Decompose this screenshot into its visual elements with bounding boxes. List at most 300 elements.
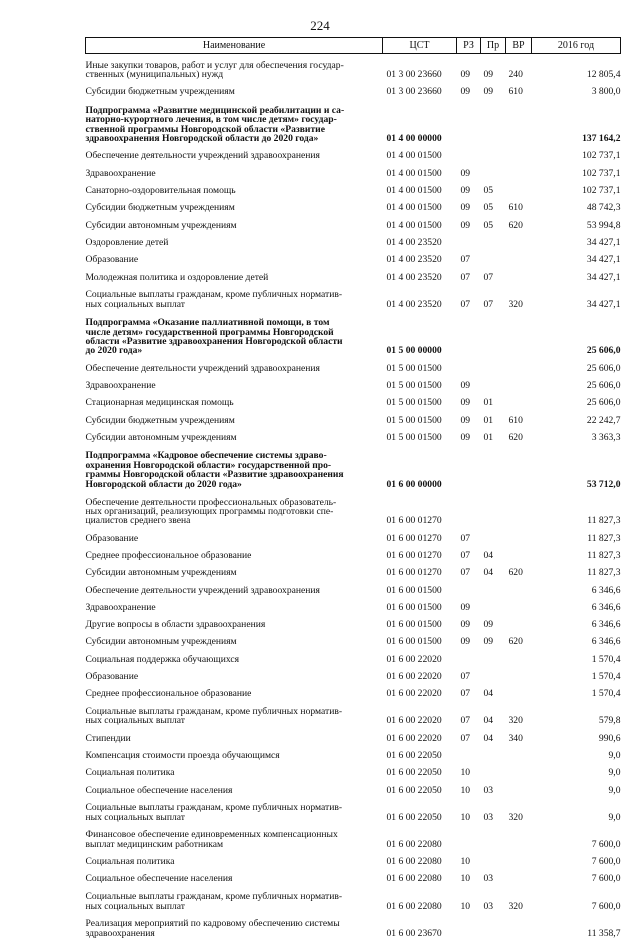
row-rz: 10 [460, 900, 471, 912]
row-name [86, 648, 383, 665]
table-row [86, 311, 621, 358]
table-row [86, 490, 621, 527]
row-sum: 11 827,3 [587, 549, 621, 561]
row-rz: 09 [460, 69, 471, 81]
row-pr: 03 [483, 811, 494, 823]
row-rz: 10 [460, 784, 471, 796]
row-name-line: здравоохранения [85, 927, 155, 939]
row-vr: 610 [508, 86, 523, 98]
table-row [86, 797, 621, 824]
row-vr [506, 527, 532, 544]
row-sum: 11 827,3 [587, 532, 621, 544]
row-cst: 01 4 00 23520 [386, 271, 442, 283]
row-vr: 320 [508, 715, 523, 727]
row-cst: 01 6 00 22020 [386, 671, 442, 683]
row-cst: 01 5 00 01500 [386, 414, 442, 426]
row-pr: 01 [483, 414, 494, 426]
row-name-line: Иные закупки товаров, работ и услуг для обеспечения государ- [85, 59, 344, 71]
row-pr [481, 666, 506, 683]
row-name-line: Подпрограмма «Оказание паллиативной помощи, в том [85, 317, 330, 329]
row-cst: 01 6 00 22050 [386, 811, 442, 823]
row-pr [481, 444, 506, 491]
row-name [86, 745, 383, 762]
row-sum: 7 600,0 [591, 838, 621, 850]
header-cst: ЦСТ [383, 38, 457, 54]
table-row [86, 700, 621, 727]
header-pr: Пр [481, 38, 506, 54]
row-name-line: Подпрограмма «Развитие медицинской реабилитации и са- [85, 104, 345, 116]
row-sum: 1 570,4 [591, 688, 621, 700]
row-vr [506, 912, 532, 939]
row-rz [457, 912, 481, 939]
row-rz: 07 [460, 732, 471, 744]
row-name-line: Здравоохранение [85, 379, 156, 391]
row-name-line: Образование [85, 671, 139, 683]
row-vr [506, 545, 532, 562]
row-name-line: циалистов среднего звена [85, 515, 191, 527]
row-name [86, 700, 383, 727]
table-header [86, 38, 621, 54]
row-pr: 05 [483, 202, 494, 214]
row-cst: 01 6 00 01500 [386, 601, 442, 613]
row-name-line: Стационарная медицинская помощь [85, 397, 234, 409]
row-name [86, 444, 383, 491]
row-name [86, 214, 383, 231]
row-pr: 04 [483, 732, 494, 744]
table-row [86, 357, 621, 374]
row-sum: 579,8 [598, 715, 621, 727]
row-vr [506, 745, 532, 762]
row-vr: 620 [508, 567, 523, 579]
table-row [86, 824, 621, 851]
row-vr [506, 851, 532, 868]
row-cst: 01 5 00 00000 [386, 345, 442, 357]
row-pr: 05 [483, 219, 494, 231]
header-sum: 2016 год [532, 38, 621, 54]
row-name-line: Здравоохранение [85, 167, 156, 179]
row-name-line: Субсидии бюджетным учреждениям [85, 86, 235, 98]
row-name [86, 409, 383, 426]
row-vr [506, 357, 532, 374]
row-sum: 6 346,6 [591, 584, 621, 596]
row-name-line: Здравоохранение [85, 601, 156, 613]
row-name-line: Субсидии бюджетным учреждениям [85, 202, 235, 214]
row-rz: 07 [460, 271, 471, 283]
table-row [86, 409, 621, 426]
row-rz: 07 [460, 715, 471, 727]
row-cst: 01 6 00 22080 [386, 856, 442, 868]
row-pr [481, 232, 506, 249]
row-sum: 12 805,4 [586, 69, 621, 81]
row-name-line: Социальные выплаты гражданам, кроме публичных норматив- [85, 289, 343, 301]
row-name-line: Социальное обеспечение населения [85, 873, 233, 885]
table-row [86, 868, 621, 885]
row-name-line: Подпрограмма «Кадровое обеспечение системы здраво- [85, 450, 327, 462]
row-cst: 01 4 00 23520 [386, 236, 442, 248]
table-row [86, 648, 621, 665]
row-pr: 04 [483, 688, 494, 700]
row-pr: 03 [483, 900, 494, 912]
row-name [86, 885, 383, 912]
row-cst: 01 4 00 23520 [386, 254, 442, 266]
row-name [86, 579, 383, 596]
table-row [86, 885, 621, 912]
row-vr [506, 444, 532, 491]
row-vr [506, 375, 532, 392]
row-vr: 620 [508, 431, 523, 443]
row-cst: 01 6 00 22020 [386, 715, 442, 727]
row-name-line: Финансовое обеспечение единовременных компенсационных [85, 829, 338, 841]
row-pr [481, 162, 506, 179]
row-name-line: Субсидии автономным учреждениям [85, 431, 237, 443]
row-vr: 320 [508, 811, 523, 823]
row-rz: 07 [460, 671, 471, 683]
row-vr: 240 [508, 69, 523, 81]
row-name [86, 824, 383, 851]
table-row [86, 375, 621, 392]
row-name [86, 912, 383, 939]
row-rz [457, 311, 481, 358]
table-row [86, 545, 621, 562]
row-name [86, 851, 383, 868]
row-name-line: Среднее профессиональное образование [85, 549, 252, 561]
row-sum: 11 827,3 [587, 567, 621, 579]
row-sum: 1 570,4 [591, 653, 621, 665]
row-sum: 34 427,1 [586, 254, 621, 266]
row-name-line: Новгородской области до 2020 года» [85, 478, 242, 490]
row-sum: 53 712,0 [586, 478, 621, 490]
row-pr: 04 [483, 549, 494, 561]
table-row [86, 596, 621, 613]
row-pr [481, 745, 506, 762]
header-rz: РЗ [457, 38, 481, 54]
row-sum: 25 606,0 [586, 345, 621, 357]
row-name-line: ных организаций, реализующих программы подготовки спе- [85, 505, 334, 517]
row-name [86, 249, 383, 266]
row-vr [506, 666, 532, 683]
row-rz: 07 [460, 532, 471, 544]
row-name-line: Субсидии автономным учреждениям [85, 636, 237, 648]
row-name-line: Социальные выплаты гражданам, кроме публичных норматив- [85, 802, 343, 814]
row-name-line: наторно-курортного лечения, в том числе детям» государ- [85, 114, 337, 126]
row-name-line: Реализация мероприятий по кадровому обеспечению системы [85, 918, 340, 930]
row-name-line: ных социальных выплат [85, 715, 185, 727]
row-name [86, 232, 383, 249]
table-row [86, 727, 621, 744]
row-sum: 6 346,6 [591, 636, 621, 648]
row-vr [506, 249, 532, 266]
row-sum: 7 600,0 [591, 873, 621, 885]
table-row [86, 666, 621, 683]
row-name-line: числе детям» государственной программы Новгородской [85, 326, 334, 338]
row-name [86, 54, 383, 82]
row-rz [457, 648, 481, 665]
row-name-line: здравоохранения Новгородской области до 2020 года» [85, 133, 319, 145]
row-vr [506, 779, 532, 796]
row-name-line: Социальное обеспечение населения [85, 784, 233, 796]
row-name [86, 426, 383, 443]
row-pr: 01 [483, 431, 494, 443]
table-row [86, 145, 621, 162]
row-vr: 320 [508, 900, 523, 912]
row-rz: 09 [460, 86, 471, 98]
row-name [86, 868, 383, 885]
table-row [86, 614, 621, 631]
header-name: Наименование [86, 38, 383, 54]
row-vr: 610 [508, 414, 523, 426]
row-rz: 09 [460, 601, 471, 613]
table-row [86, 426, 621, 443]
row-rz: 10 [460, 811, 471, 823]
row-name [86, 180, 383, 197]
row-rz: 09 [460, 636, 471, 648]
row-pr [481, 912, 506, 939]
row-cst: 01 6 00 22050 [386, 784, 442, 796]
row-vr: 320 [508, 298, 523, 310]
row-sum: 48 742,3 [586, 202, 621, 214]
row-name-line: Социальная политика [85, 767, 175, 779]
row-pr [481, 249, 506, 266]
row-rz: 09 [460, 202, 471, 214]
row-rz: 10 [460, 856, 471, 868]
row-rz [457, 145, 481, 162]
table-row [86, 762, 621, 779]
row-name-line: граммы Новгородской области «Развитие здравоохранения [85, 469, 344, 481]
row-vr [506, 648, 532, 665]
row-pr: 03 [483, 873, 494, 885]
row-sum: 53 994,8 [586, 219, 621, 231]
row-name-line: Образование [85, 532, 139, 544]
row-name-line: Обеспечение деятельности учреждений здравоохранения [85, 584, 320, 596]
row-cst: 01 4 00 01500 [386, 185, 442, 197]
row-name-line: Среднее профессиональное образование [85, 688, 252, 700]
table-row [86, 54, 621, 82]
row-name [86, 392, 383, 409]
table-row [86, 779, 621, 796]
row-name [86, 162, 383, 179]
row-name-line: выплат медицинским работникам [85, 838, 224, 850]
row-pr [481, 375, 506, 392]
table-row [86, 851, 621, 868]
row-pr: 07 [483, 298, 494, 310]
row-cst: 01 6 00 01270 [386, 567, 442, 579]
row-cst: 01 6 00 22050 [386, 750, 442, 762]
row-pr: 04 [483, 715, 494, 727]
row-vr [506, 596, 532, 613]
row-name [86, 762, 383, 779]
row-sum: 9,0 [608, 811, 621, 823]
row-sum: 3 800,0 [591, 86, 621, 98]
header-vr: ВР [506, 38, 532, 54]
row-name [86, 98, 383, 145]
row-rz [457, 490, 481, 527]
row-cst: 01 6 00 23670 [386, 927, 442, 939]
table-row [86, 392, 621, 409]
row-rz [457, 579, 481, 596]
row-pr [481, 145, 506, 162]
row-name [86, 631, 383, 648]
row-sum: 137 164,2 [582, 133, 621, 145]
row-rz: 07 [460, 567, 471, 579]
table-row [86, 562, 621, 579]
table-row [86, 912, 621, 939]
row-rz: 09 [460, 397, 471, 409]
row-cst: 01 4 00 01500 [386, 167, 442, 179]
row-pr: 05 [483, 185, 494, 197]
row-sum: 6 346,6 [591, 619, 621, 631]
row-rz [457, 824, 481, 851]
row-name-line: Компенсация стоимости проезда обучающимся [85, 750, 280, 762]
row-pr [481, 98, 506, 145]
row-vr: 620 [508, 219, 523, 231]
row-vr [506, 579, 532, 596]
row-pr: 09 [483, 619, 494, 631]
row-cst: 01 5 00 01500 [386, 379, 442, 391]
row-sum: 3 363,3 [591, 431, 621, 443]
row-cst: 01 6 00 22080 [386, 873, 442, 885]
row-sum: 7 600,0 [591, 900, 621, 912]
row-cst: 01 3 00 23660 [386, 86, 442, 98]
row-rz: 09 [460, 379, 471, 391]
table-row [86, 232, 621, 249]
row-pr [481, 490, 506, 527]
row-cst: 01 4 00 01500 [386, 202, 442, 214]
row-cst: 01 6 00 22080 [386, 900, 442, 912]
row-cst: 01 6 00 22050 [386, 767, 442, 779]
row-vr [506, 145, 532, 162]
row-pr: 09 [483, 86, 494, 98]
row-rz: 09 [460, 167, 471, 179]
row-sum: 6 346,6 [591, 601, 621, 613]
row-pr [481, 851, 506, 868]
table-row [86, 197, 621, 214]
table-row [86, 683, 621, 700]
row-vr [506, 614, 532, 631]
row-cst: 01 5 00 01500 [386, 431, 442, 443]
row-sum: 990,6 [598, 732, 621, 744]
table-row [86, 180, 621, 197]
row-sum: 22 242,7 [586, 414, 621, 426]
table-row [86, 266, 621, 283]
row-cst: 01 6 00 22020 [386, 688, 442, 700]
row-cst: 01 6 00 22020 [386, 732, 442, 744]
row-rz: 10 [460, 873, 471, 885]
row-pr: 07 [483, 271, 494, 283]
table-row [86, 249, 621, 266]
row-name [86, 81, 383, 98]
row-name-line: до 2020 года» [85, 345, 143, 357]
row-name-line: Образование [85, 254, 139, 266]
row-vr: 610 [508, 202, 523, 214]
row-cst: 01 3 00 23660 [386, 69, 442, 81]
row-vr [506, 162, 532, 179]
row-cst: 01 6 00 01270 [386, 549, 442, 561]
row-name [86, 283, 383, 310]
row-name-line: ных социальных выплат [85, 900, 185, 912]
row-cst: 01 6 00 01500 [386, 619, 442, 631]
row-name [86, 266, 383, 283]
row-sum: 34 427,1 [586, 236, 621, 248]
row-name [86, 614, 383, 631]
row-pr [481, 648, 506, 665]
row-cst: 01 6 00 01270 [386, 532, 442, 544]
row-sum: 34 427,1 [586, 271, 621, 283]
row-name-line: ных социальных выплат [85, 811, 185, 823]
row-sum: 9,0 [608, 767, 621, 779]
row-vr: 340 [508, 732, 523, 744]
row-name [86, 197, 383, 214]
row-pr: 09 [483, 636, 494, 648]
row-vr [506, 490, 532, 527]
row-pr [481, 357, 506, 374]
row-cst: 01 4 00 01500 [386, 150, 442, 162]
row-name [86, 545, 383, 562]
row-sum: 11 827,3 [587, 515, 621, 527]
row-pr [481, 311, 506, 358]
row-name-line: Социальные выплаты гражданам, кроме публичных норматив- [85, 891, 343, 903]
row-rz: 09 [460, 619, 471, 631]
row-name [86, 779, 383, 796]
row-sum: 9,0 [608, 784, 621, 796]
row-name-line: Молодежная политика и оздоровление детей [85, 271, 269, 283]
row-vr [506, 868, 532, 885]
row-name-line: Обеспечение деятельности учреждений здравоохранения [85, 150, 320, 162]
row-pr [481, 596, 506, 613]
row-sum: 25 606,0 [586, 362, 621, 374]
row-rz: 10 [460, 767, 471, 779]
row-rz [457, 745, 481, 762]
row-rz [457, 232, 481, 249]
table-row [86, 283, 621, 310]
row-name [86, 727, 383, 744]
budget-table [85, 37, 621, 940]
row-name-line: Обеспечение деятельности профессиональных образователь- [85, 496, 337, 508]
row-sum: 7 600,0 [591, 856, 621, 868]
row-sum: 1 570,4 [591, 671, 621, 683]
row-cst: 01 6 00 22020 [386, 653, 442, 665]
table-header-row [86, 38, 621, 54]
row-sum: 25 606,0 [586, 379, 621, 391]
row-cst: 01 4 00 01500 [386, 219, 442, 231]
row-sum: 9,0 [608, 750, 621, 762]
row-pr: 04 [483, 567, 494, 579]
row-rz: 07 [460, 688, 471, 700]
row-name [86, 596, 383, 613]
row-rz: 09 [460, 431, 471, 443]
table-body [86, 54, 621, 940]
row-name [86, 311, 383, 358]
table-row [86, 162, 621, 179]
row-name [86, 683, 383, 700]
row-vr [506, 180, 532, 197]
row-name-line: Другие вопросы в области здравоохранения [85, 619, 266, 631]
row-pr: 01 [483, 397, 494, 409]
row-sum: 25 606,0 [586, 397, 621, 409]
row-pr [481, 824, 506, 851]
row-pr: 09 [483, 69, 494, 81]
page-number: 224 [310, 18, 330, 33]
row-cst: 01 4 00 00000 [386, 133, 442, 145]
row-rz: 07 [460, 298, 471, 310]
row-name-line: Обеспечение деятельности учреждений здравоохранения [85, 362, 320, 374]
row-name [86, 357, 383, 374]
row-vr [506, 762, 532, 779]
row-vr [506, 392, 532, 409]
row-name-line: ственных (муниципальных) нужд [85, 69, 224, 81]
row-cst: 01 6 00 01270 [386, 515, 442, 527]
row-rz: 09 [460, 414, 471, 426]
row-name-line: Субсидии автономным учреждениям [85, 219, 237, 231]
